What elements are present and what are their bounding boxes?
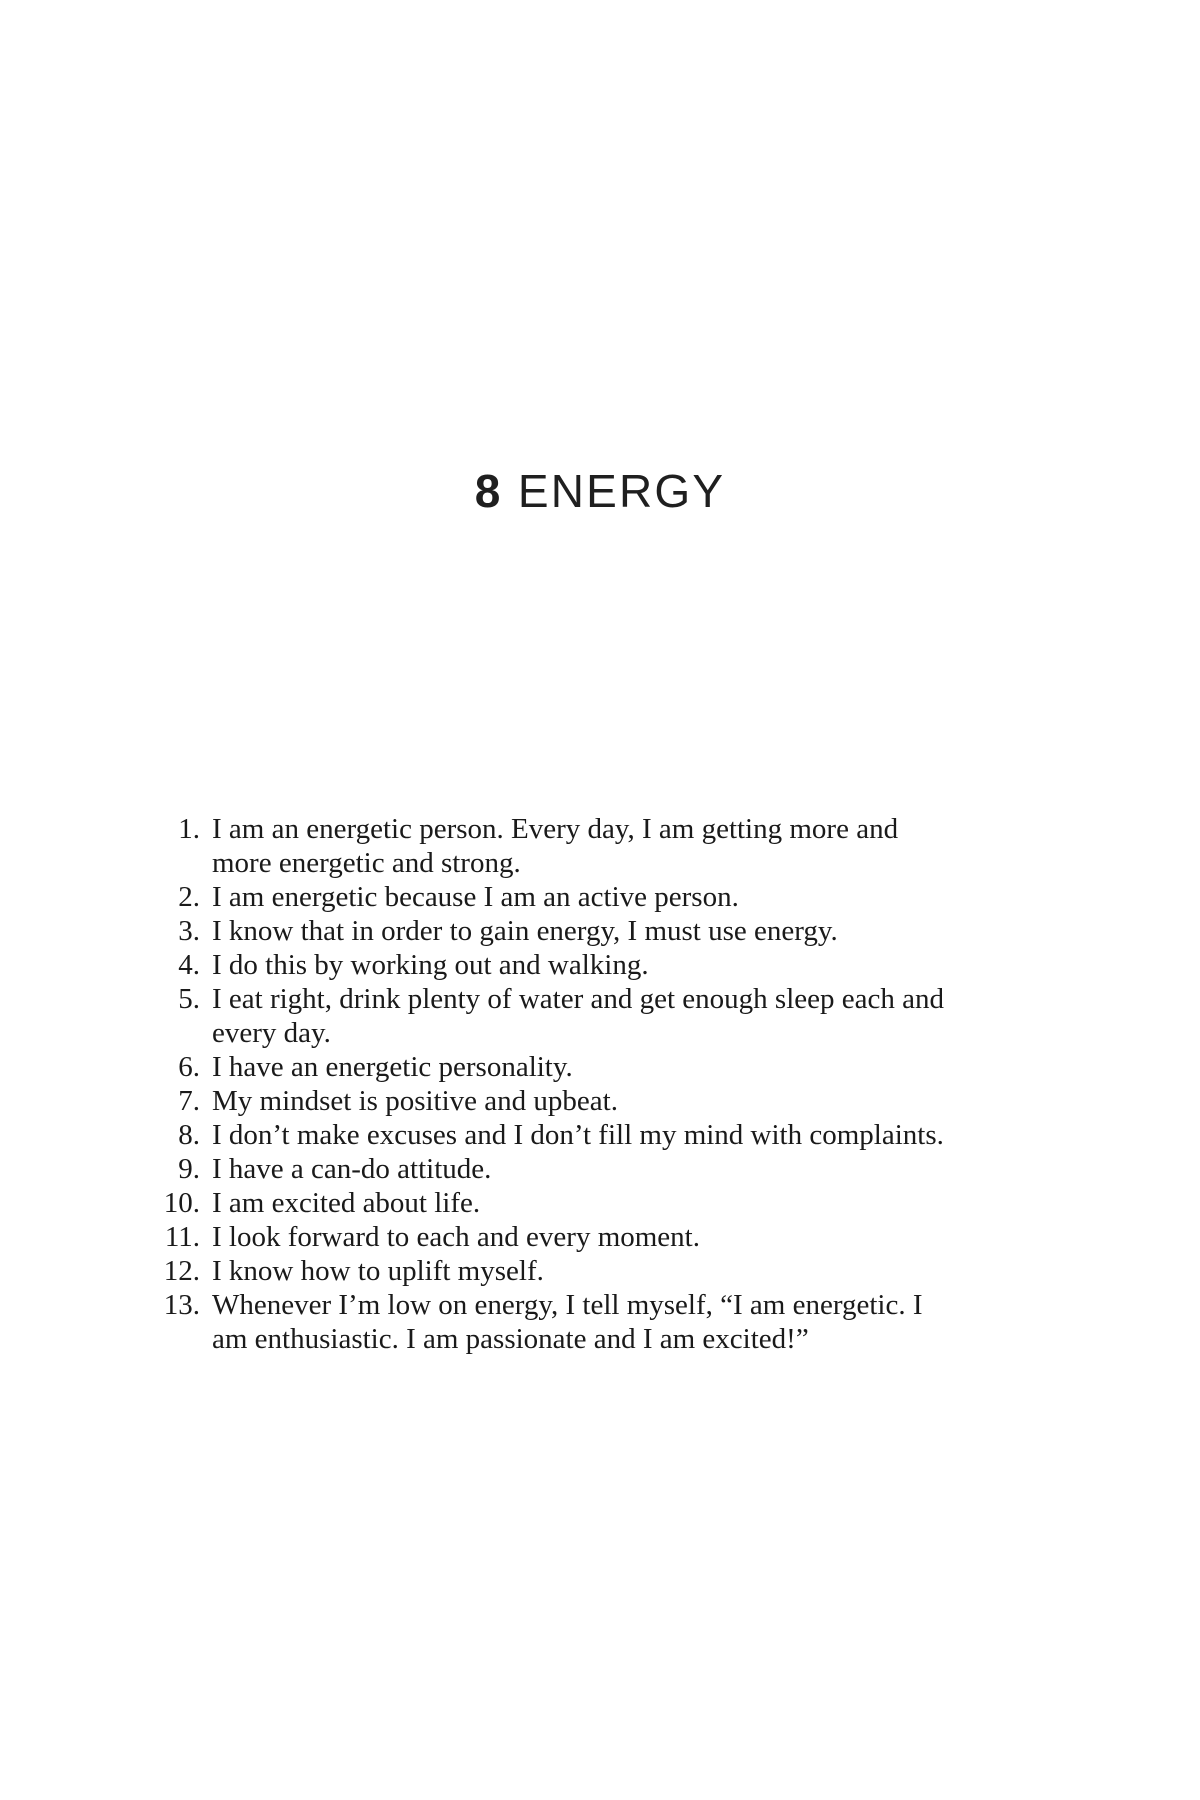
list-item-marker: 10. [163, 1187, 200, 1219]
chapter-number: 8 [474, 464, 501, 517]
list-item [160, 812, 960, 880]
list-item-marker: 4. [178, 949, 200, 981]
list-item-marker: 5. [178, 983, 200, 1015]
list-item-marker: 12. [163, 1255, 200, 1287]
list-item-marker: 3. [178, 915, 200, 947]
list-item [160, 914, 960, 948]
list-item-marker: 2. [178, 881, 200, 913]
list-item-text: I don’t make excuses and I don’t fill my mind with complaints. [212, 1119, 944, 1151]
list-item-marker: 13. [163, 1289, 200, 1321]
list-item [160, 982, 960, 1050]
list-item-marker: 7. [178, 1085, 200, 1117]
list-item-text: I know how to uplift myself. [212, 1255, 544, 1287]
list-item-marker: 6. [178, 1051, 200, 1083]
list-item-text: I am excited about life. [212, 1187, 481, 1219]
chapter-title: ENERGY [517, 464, 726, 517]
list-item [160, 1254, 960, 1288]
list-item [160, 880, 960, 914]
list-item [160, 1186, 960, 1220]
list-item-text: I have a can-do attitude. [212, 1153, 492, 1185]
list-item [160, 1288, 960, 1356]
list-item [160, 1152, 960, 1186]
list-item [160, 1084, 960, 1118]
list-item-text: I have an energetic personality. [212, 1051, 573, 1083]
list-item-marker: 1. [178, 813, 200, 845]
list-item [160, 1050, 960, 1084]
list-item-text: I know that in order to gain energy, I must use energy. [212, 915, 838, 947]
list-item-text: I eat right, drink plenty of water and get enough sleep each and every day. [212, 983, 944, 1049]
list-item [160, 1118, 960, 1152]
list-item-marker: 11. [164, 1221, 200, 1253]
list-item-marker: 9. [178, 1153, 200, 1185]
list-item [160, 948, 960, 982]
list-item-text: I am an energetic person. Every day, I am getting more and more energetic and strong. [212, 813, 899, 879]
page-title [0, 465, 1200, 517]
list-item-text: I am energetic because I am an active person. [212, 881, 739, 913]
list-item-text: Whenever I’m low on energy, I tell myself, “I am energetic. I am enthusiastic. I am passionate and I am excited!” [212, 1289, 923, 1355]
list-item-text: My mindset is positive and upbeat. [212, 1085, 618, 1117]
list-item-marker: 8. [178, 1119, 200, 1151]
list-item-text: I look forward to each and every moment. [212, 1221, 700, 1253]
list-item-text: I do this by working out and walking. [212, 949, 649, 981]
affirmation-list [160, 812, 960, 1356]
list-item [160, 1220, 960, 1254]
